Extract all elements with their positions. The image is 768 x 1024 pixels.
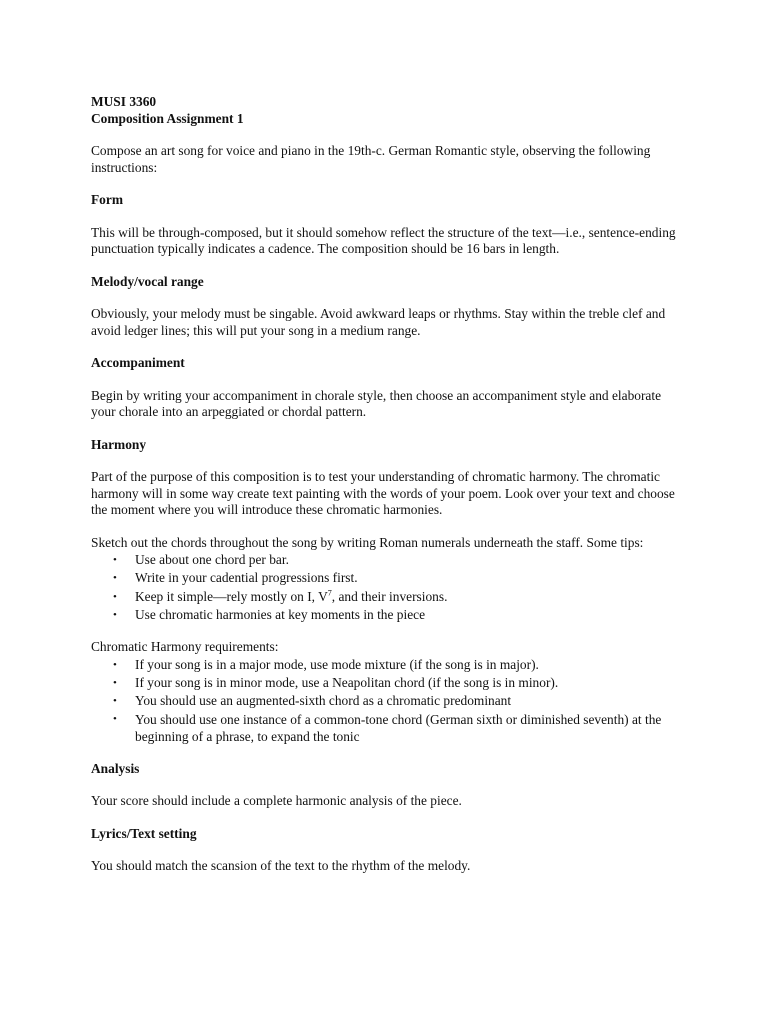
list-item: [91, 569, 681, 587]
bullet-icon: •: [113, 554, 117, 566]
requirement-text: You should use one instance of a common-tone chord (German sixth or diminished seventh) at the beginning of a phrase, to expand the tonic: [135, 711, 662, 744]
accompaniment-heading: Accompaniment: [91, 355, 185, 370]
list-item: [91, 588, 681, 606]
bullet-icon: •: [113, 608, 117, 621]
list-item: [91, 711, 681, 745]
intro-paragraph: Compose an art song for voice and piano in the 19th-c. German Romantic style, observing the following instructions:: [91, 143, 651, 175]
tip-suffix: , and their inversions.: [331, 588, 448, 604]
tips-list: [91, 551, 681, 624]
tip-text: Write in your cadential progressions first.: [135, 570, 358, 586]
form-heading: Form: [91, 192, 123, 207]
analysis-paragraph: Your score should include a complete harmonic analysis of the piece.: [91, 793, 462, 809]
list-item: [91, 656, 681, 674]
requirement-text: If your song is in a major mode, use mode mixture (if the song is in major).: [135, 656, 539, 672]
requirement-text: If your song is in minor mode, use a Neapolitan chord (if the song is in minor).: [135, 674, 559, 690]
document-page: [91, 94, 681, 875]
tip-text: Keep it simple—rely mostly on I, V: [135, 588, 328, 604]
bullet-icon: •: [113, 695, 117, 708]
bullet-icon: •: [113, 572, 117, 585]
requirement-text: You should use an augmented-sixth chord as a chromatic predominant: [135, 693, 512, 709]
analysis-heading: Analysis: [91, 760, 140, 776]
harmony-heading: Harmony: [91, 436, 147, 452]
form-paragraph: This will be through-composed, but it should somehow reflect the structure of the text—i.e., sentence-ending punctuation typically indicates a cadence. The composition should be 16 bars in length.: [91, 224, 676, 256]
lyrics-heading: Lyrics/Text setting: [91, 825, 197, 841]
bullet-icon: •: [113, 676, 117, 689]
sketch-intro: Sketch out the chords throughout the song by writing Roman numerals underneath the staff. Some tips:: [91, 534, 644, 550]
requirements-list: [91, 656, 681, 745]
accompaniment-paragraph: Begin by writing your accompaniment in chorale style, then choose an accompaniment style and elaborate your chorale into an arpeggiated or chordal pattern.: [91, 387, 662, 419]
assignment-title: Composition Assignment 1: [91, 110, 244, 126]
bullet-icon: •: [113, 712, 117, 725]
melody-heading: Melody/vocal range: [91, 273, 204, 289]
lyrics-paragraph: You should match the scansion of the text to the rhythm of the melody.: [91, 858, 471, 874]
bullet-icon: •: [113, 590, 117, 603]
tip-text: Use chromatic harmonies at key moments in the piece: [135, 606, 426, 622]
tip-text: Use about one chord per bar.: [135, 552, 289, 567]
harmony-paragraph: Part of the purpose of this composition is to test your understanding of chromatic harmony. The chromatic harmony will in some way create text painting with the words of your poem. Look over your text and choose the moment where you will introduce these chromatic harmonies.: [91, 469, 675, 517]
requirements-intro: Chromatic Harmony requirements:: [91, 639, 279, 655]
list-item: [91, 674, 681, 692]
list-item: [91, 551, 681, 569]
list-item: [91, 606, 681, 624]
course-code: MUSI 3360: [91, 94, 157, 109]
melody-paragraph: Obviously, your melody must be singable. Avoid awkward leaps or rhythms. Stay within the treble clef and avoid ledger lines; this will put your song in a medium range.: [91, 306, 666, 338]
bullet-icon: •: [113, 658, 117, 671]
list-item: [91, 692, 681, 710]
tip-superscript: 7: [327, 588, 332, 598]
